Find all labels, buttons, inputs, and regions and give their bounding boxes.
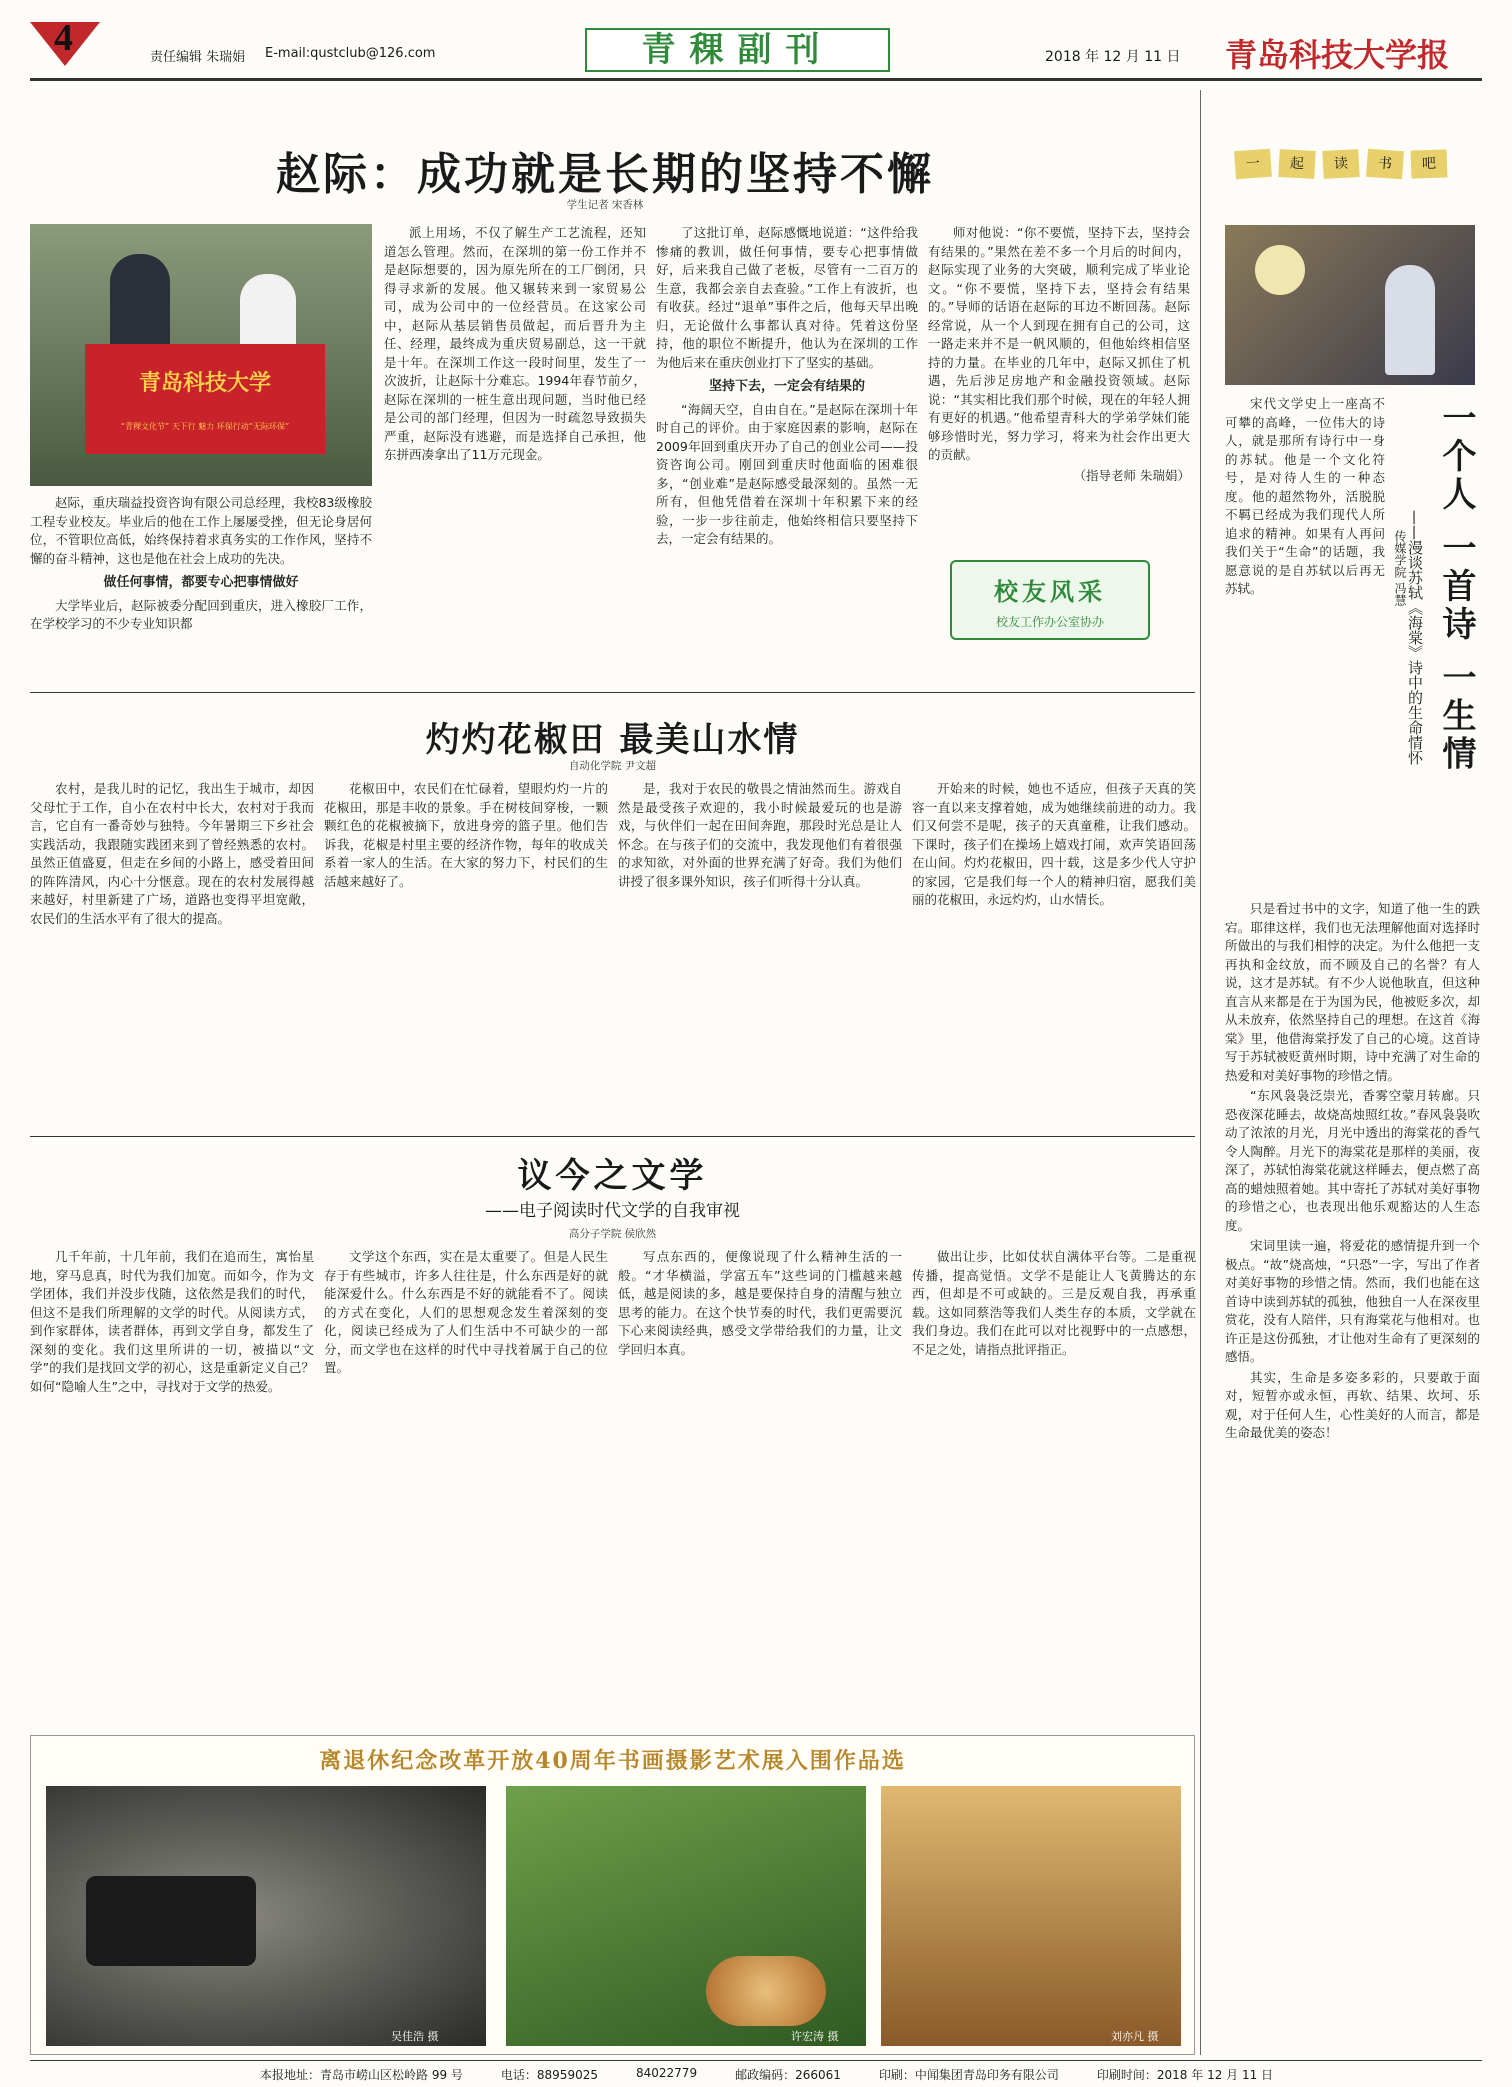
sidebar-para-2: 只是看过书中的文字，知道了他一生的跌宕。耶律这样，我们也无法理解他面对选择时所做出的与我们相悖的决定。为什么他把一支再执和金纹放，而不顾及自己的名誉？有人说，这才是苏轼。有不少人说他耿直，但这种直言从来都是在于为国为民，他被贬多次，却从未放弃，依然坚持自己的理想。在这首《海棠》里，他借海棠抒发了自己的心境。这首诗写于苏轼被贬黄州时期，诗中充满了对生命的热爱和对美好事物的珍惜之情。 bbox=[1225, 901, 1480, 1083]
article2-col3-para: 是，我对于农民的敬畏之情油然而生。游戏自然是最受孩子欢迎的，我小时候最爱玩的也是游戏，与伙伴们一起在田间奔跑，那段时光总是让人怀念。在与孩子们的交流中，我发现他们有着很强的求知欲，对外面的世界充满了好奇。我们为他们讲授了很多课外知识，孩子们听得十分认真。 bbox=[618, 781, 902, 889]
su-shi-illustration bbox=[1225, 225, 1475, 385]
photo-exhibit-section bbox=[30, 1735, 1195, 2055]
article1-col3-para: 了这批订单，赵际感慨地说道：“这件给我惨痛的教训，做任何事情，要专心把事情做好，后来我自己做了老板，尽管有一二百万的生意，我都会亲自去查验。”工作上有波折，也有收获。经过“退单”事件之后，他每天早出晚归，无论做什么事都认真对待。凭着这份坚持，他的职位不断提升，他认为在深圳的工作为他后来在重庆创业打下了坚实的基础。 bbox=[656, 225, 918, 370]
editor-label: 责任编辑 朱瑞娟 bbox=[150, 50, 246, 65]
article1-byline: 学生记者 宋香林 bbox=[566, 199, 644, 211]
article1-col2 bbox=[384, 224, 646, 684]
article3-byline: 高分子学院 侯欣然 bbox=[568, 1228, 657, 1240]
article3-subtitle: ——电子阅读时代文学的自我审视 bbox=[485, 1201, 740, 1221]
article3-col3-para: 写点东西的，便像说现了什么精神生活的一般。“才华横溢，学富五车”这些词的门槛越来越低，越是阅读的多，越是要保持自身的清醒与独立思考的能力。在这个快节奏的时代，我们更需要沉下心来阅读经典，感受文学带给我们的力量，让文学回归本真。 bbox=[618, 1249, 902, 1357]
article2-col1 bbox=[30, 780, 314, 1130]
moon-shape bbox=[1255, 245, 1305, 295]
sidebar-subtitle: ——漫谈苏轼《海棠》诗中的生命情怀 bbox=[1406, 510, 1424, 765]
article2-col4 bbox=[912, 780, 1196, 1130]
article1-col4 bbox=[928, 224, 1190, 483]
photo-credit-2: 许宏涛 摄 bbox=[791, 2030, 839, 2043]
article3-col4 bbox=[912, 1248, 1196, 1728]
article2-col4-para: 开始来的时候，她也不适应，但孩子天真的笑容一直以来支撑着她，成为她继续前进的动力。我们又何尝不是呢，孩子的天真童稚，让我们感动。下课时，孩子们在操场上嬉戏打闹，欢声笑语回荡在山间。灼灼花椒田，四十载，这是多少代人守护的家园，它是我们每一个人的精神归宿，愿我们美丽的花椒田，永远灼灼，山水情长。 bbox=[912, 781, 1196, 907]
sidebar-title: 一个人 一首诗 一生情 bbox=[1436, 400, 1476, 774]
article1-col1-subhead: 做任何事情，都要专心把事情做好 bbox=[103, 575, 299, 590]
article3-col1 bbox=[30, 1248, 314, 1728]
tag-char: 一 bbox=[1234, 149, 1272, 179]
article3-col3 bbox=[618, 1248, 902, 1728]
article3-col1-para: 几千年前，十几年前，我们在追而生，寓怡星地，穿马息真，时代为我们加宽。而如今，作为文学团体，我们并没步伐随，这依然是我们的时代，但这不是我们所理解的文学的时代。从阅读方式，到作家群体，读者群体，再到文学自身，都发生了深刻的变化。我们这里所讲的一切，被描以“文学”的我们是找回文学的初心，这是重新定义自己？如何“隐喻人生”之中，寻找对于文学的热爱。 bbox=[30, 1249, 314, 1394]
article3-col2 bbox=[324, 1248, 608, 1728]
sidebar-author: 传媒学院 冯慧 bbox=[1393, 530, 1407, 606]
exhibit-photo-portrait bbox=[881, 1786, 1181, 2046]
article3-col2-para: 文学这个东西，实在是太重要了。但是人民生存于有些城市，许多人往往是，什么东西是好的就能深爱什么。什么东西是不好的就能看不了。阅读的方式在变化，人们的思想观念发生着深刻的变化，阅读已经成为了人们生活中不可缺少的一部分，而文学也在这样的时代中寻找着属于自己的位置。 bbox=[324, 1249, 608, 1375]
photo-exhibit-title: 离退休纪念改革开放40周年书画摄影艺术展入围作品选 bbox=[319, 1748, 906, 1774]
paper-name: 青岛科技大学报 bbox=[1225, 36, 1450, 74]
article1-photo bbox=[30, 224, 372, 486]
sidebar-col-intro bbox=[1225, 395, 1385, 895]
tag-char: 吧 bbox=[1411, 149, 1448, 178]
tag-char: 读 bbox=[1322, 149, 1359, 179]
footer-phone2: 84022779 bbox=[636, 2066, 698, 2080]
article1-col4-para: 师对他说：“你不要慌，坚持下去，坚持会有结果的。”果然在差不多一个月后的时间内，赵际实现了业务的大突破，顺利完成了毕业论文。“你不要慌，坚持下去，坚持会有结果的。”导师的话语在赵际的耳边不断回荡。赵际经常说，从一个人到现在拥有自己的公司，这一路走来并不是一帆风顺的，但他始终相信坚持的力量。在毕业的几年中，赵际又抓住了机遇，先后涉足房地产和金融投资领域。赵际说：“其实相比我们那个时候，现在的年轻人拥有更好的机遇。”他希望青科大的学弟学妹们能够珍惜时光，努力学习，将来为社会作出更大的贡献。 bbox=[928, 225, 1190, 462]
exhibit-photo-photographer bbox=[46, 1786, 486, 2046]
article2-col3 bbox=[618, 780, 902, 1130]
alumni-stamp bbox=[950, 560, 1150, 640]
exhibit-photo-orchard bbox=[506, 1786, 866, 2046]
photo-credit-3: 刘亦凡 摄 bbox=[1111, 2030, 1159, 2043]
article2-bottom-rule bbox=[30, 1136, 1195, 1137]
sidebar-para-5: 其实，生命是多姿多彩的，只要敢于面对，短暂亦或永恒，再软、结果、坎坷、乐观，对于任何人生，心性美好的人而言，都是生命最优美的姿态！ bbox=[1225, 1369, 1480, 1440]
footer bbox=[260, 2066, 1480, 2083]
scholar-figure bbox=[1385, 265, 1435, 375]
sidebar-intro-para: 宋代文学史上一座高不可攀的高峰，一位伟大的诗人，就是那所有诗行中一身的苏轼。他是一个文化符号，是对待人生的一种态度。他的超然物外，活脱脱不羁已经成为我们现代人所追求的精神。如果有人再问我们关于“生命”的话题，我愿意说的是自苏轼以后再无苏轼。 bbox=[1225, 396, 1385, 596]
photo-banner-subtext: “青稞文化节” 天下行 魅力 环保行动“无际环保” bbox=[120, 422, 290, 431]
sidebar-col-main bbox=[1225, 900, 1480, 2040]
issue-date: 2018 年 12 月 11 日 bbox=[1045, 49, 1181, 65]
article2-col2-para: 花椒田中，农民们在忙碌着，望眼灼灼一片的花椒田，那是丰收的景象。手在树枝间穿梭，一颗颗红色的花椒被摘下，放进身旁的篮子里。他们告诉我，花椒是村里主要的经济作物，每年的收成关系着一家人的生活。在大家的努力下，村民们的生活越来越好了。 bbox=[324, 781, 608, 889]
alumni-stamp-title: 校友风采 bbox=[994, 578, 1106, 606]
book-club-tag-chars bbox=[1235, 150, 1465, 178]
footer-printer: 印刷：中闻集团青岛印务有限公司 bbox=[878, 2068, 1059, 2082]
article2-title: 灼灼花椒田 最美山水情 bbox=[425, 720, 800, 760]
photo-banner-text: 青岛科技大学 bbox=[138, 371, 271, 396]
article1-title: 赵际：成功就是长期的坚持不懈 bbox=[276, 149, 934, 200]
book-club-tag bbox=[1235, 150, 1465, 180]
article3-title: 议今之文学 bbox=[517, 1156, 708, 1196]
header-rule bbox=[30, 78, 1482, 81]
sidebar-left-rule bbox=[1200, 90, 1201, 2055]
article1-col1-para: 赵际，重庆瑞益投资咨询有限公司总经理，我校83级橡胶工程专业校友。毕业后的他在工作上屡屡受挫，但无论身居何位，不管职位高低，始终保持着求真务实的工作作风，坚持不懈的奋斗精神，这也是他在社会上成功的先决。 bbox=[30, 495, 372, 566]
section-title-text: 青稞副刊 bbox=[641, 30, 834, 70]
footer-rule bbox=[30, 2060, 1482, 2061]
email-label: E-mail:qustclub@126.com bbox=[265, 46, 436, 61]
page-number-badge bbox=[30, 17, 100, 66]
article1-bottom-rule bbox=[30, 692, 1195, 693]
footer-address: 本报地址：青岛市崂山区松岭路 99 号 bbox=[260, 2068, 463, 2082]
footer-phone: 电话：88959025 bbox=[500, 2068, 598, 2082]
alumni-stamp-sub: 校友工作办公室协办 bbox=[995, 615, 1104, 629]
article1-col3 bbox=[656, 224, 918, 684]
article2-col1-para: 农村，是我儿时的记忆，我出生于城市，却因父母忙于工作，自小在农村中长大，农村对于我而言，它自有一番奇妙与独特。今年暑期三下乡社会实践活动，我跟随实践团来到了曾经熟悉的农村。虽然正值盛夏，但走在乡间的小路上，感受着田间的阵阵清风，内心十分惬意。现在的农村发展得越来越好，村里新建了广场，道路也变得平坦宽敞，农民们的生活水平有了很大的提高。 bbox=[30, 781, 314, 926]
tag-char: 书 bbox=[1366, 149, 1404, 179]
article2-col2 bbox=[324, 780, 608, 1130]
article1-col3-subhead: 坚持下去，一定会有结果的 bbox=[708, 379, 865, 394]
sidebar-para-3: “东风袅袅泛崇光，香雾空蒙月转廊。只恐夜深花睡去，故烧高烛照红妆。”春风袅袅吹动了浓浓的月光，月光中透出的海棠花的香气令人陶醉。月光下的海棠花是那样的美丽，夜深了，苏轼怕海棠花就这样睡去，便点燃了高高的蜡烛照着她。其中寄托了苏轼对美好事物的珍惜之心，也表现出他乐观豁达的人生态度。 bbox=[1225, 1088, 1480, 1233]
photo-red-banner bbox=[85, 344, 325, 454]
footer-zipcode: 邮政编码：266061 bbox=[735, 2068, 841, 2082]
footer-print-date: 印刷时间：2018 年 12 月 11 日 bbox=[1096, 2068, 1274, 2082]
article1-col3-para2: “海阔天空，自由自在。”是赵际在深圳十年时自己的评价。由于家庭因素的影响，赵际在2009年回到重庆开办了自己的创业公司——投资咨询公司。刚回到重庆时他面临的困难很多，“创业难”是赵际感受最深刻的。虽然一无所有，但他凭借着在深圳十年积累下来的经验，一步一步往前走，他始终相信只要坚持下去，一定会有结果的。 bbox=[656, 401, 918, 546]
article3-col4-para: 做出让步，比如仗状自满体平台等。二是重视传播，提高觉悟。文学不是能让人飞黄腾达的东西，但却是不可或缺的。三是反观自我，再承重载。这如同蔡浩等我们人类生存的本质，文学就在我们身边。我们在此可以对比视野中的一点感想，不足之处，请指点批评指正。 bbox=[912, 1249, 1196, 1357]
apples-shape bbox=[706, 1956, 826, 2026]
article1-col4-end: （指导老师 朱瑞娟） bbox=[1073, 467, 1190, 483]
sidebar-para-4: 宋词里读一遍，将爱花的感情提升到一个极点。“故”烧高烛，“只恐”一字，写出了作者对美好事物的珍惜之情。然而，我们也能在这首诗中读到苏轼的孤独，他独自一人在深夜里赏花，没有人陪伴，只有海棠花与他相对。也许正是这份孤独，才让他对生命有了更深刻的感悟。 bbox=[1225, 1238, 1480, 1364]
photo-credit-1: 吴佳浩 摄 bbox=[391, 2030, 439, 2043]
article2-byline: 自动化学院 尹文超 bbox=[568, 760, 657, 772]
article1-col1-para2: 大学毕业后，赵际被委分配回到重庆，进入橡胶厂工作，在学校学习的不少专业知识都 bbox=[30, 597, 372, 631]
article1-col1 bbox=[30, 494, 372, 636]
section-title bbox=[585, 28, 890, 72]
article1-col2-para: 派上用场，不仅了解生产工艺流程，还知道怎么管理。然而，在深圳的第一份工作并不是赵际想要的，因为原先所在的工厂倒闭，只得寻求新的发展。他又辗转来到一家贸易公司，成为公司中的一位经营员。在这家公司中，赵际从基层销售员做起，而后晋升为主任、经理，最终成为重庆贸易副总，这一干就是十年。在深圳工作这一段时间里，发生了一次波折，让赵际十分难忘。1994年春节前夕，赵际在深圳的一桩生意出现问题，当时他已经是公司的部门经理，但因为一时疏忽导致损失严重，赵际没有逃避，而是选择自己承担，他东拼西凑拿出了11万元现金。 bbox=[384, 225, 646, 462]
tag-char: 起 bbox=[1278, 149, 1315, 179]
page-number: 4 bbox=[54, 17, 73, 59]
camera-shape bbox=[86, 1876, 256, 1966]
